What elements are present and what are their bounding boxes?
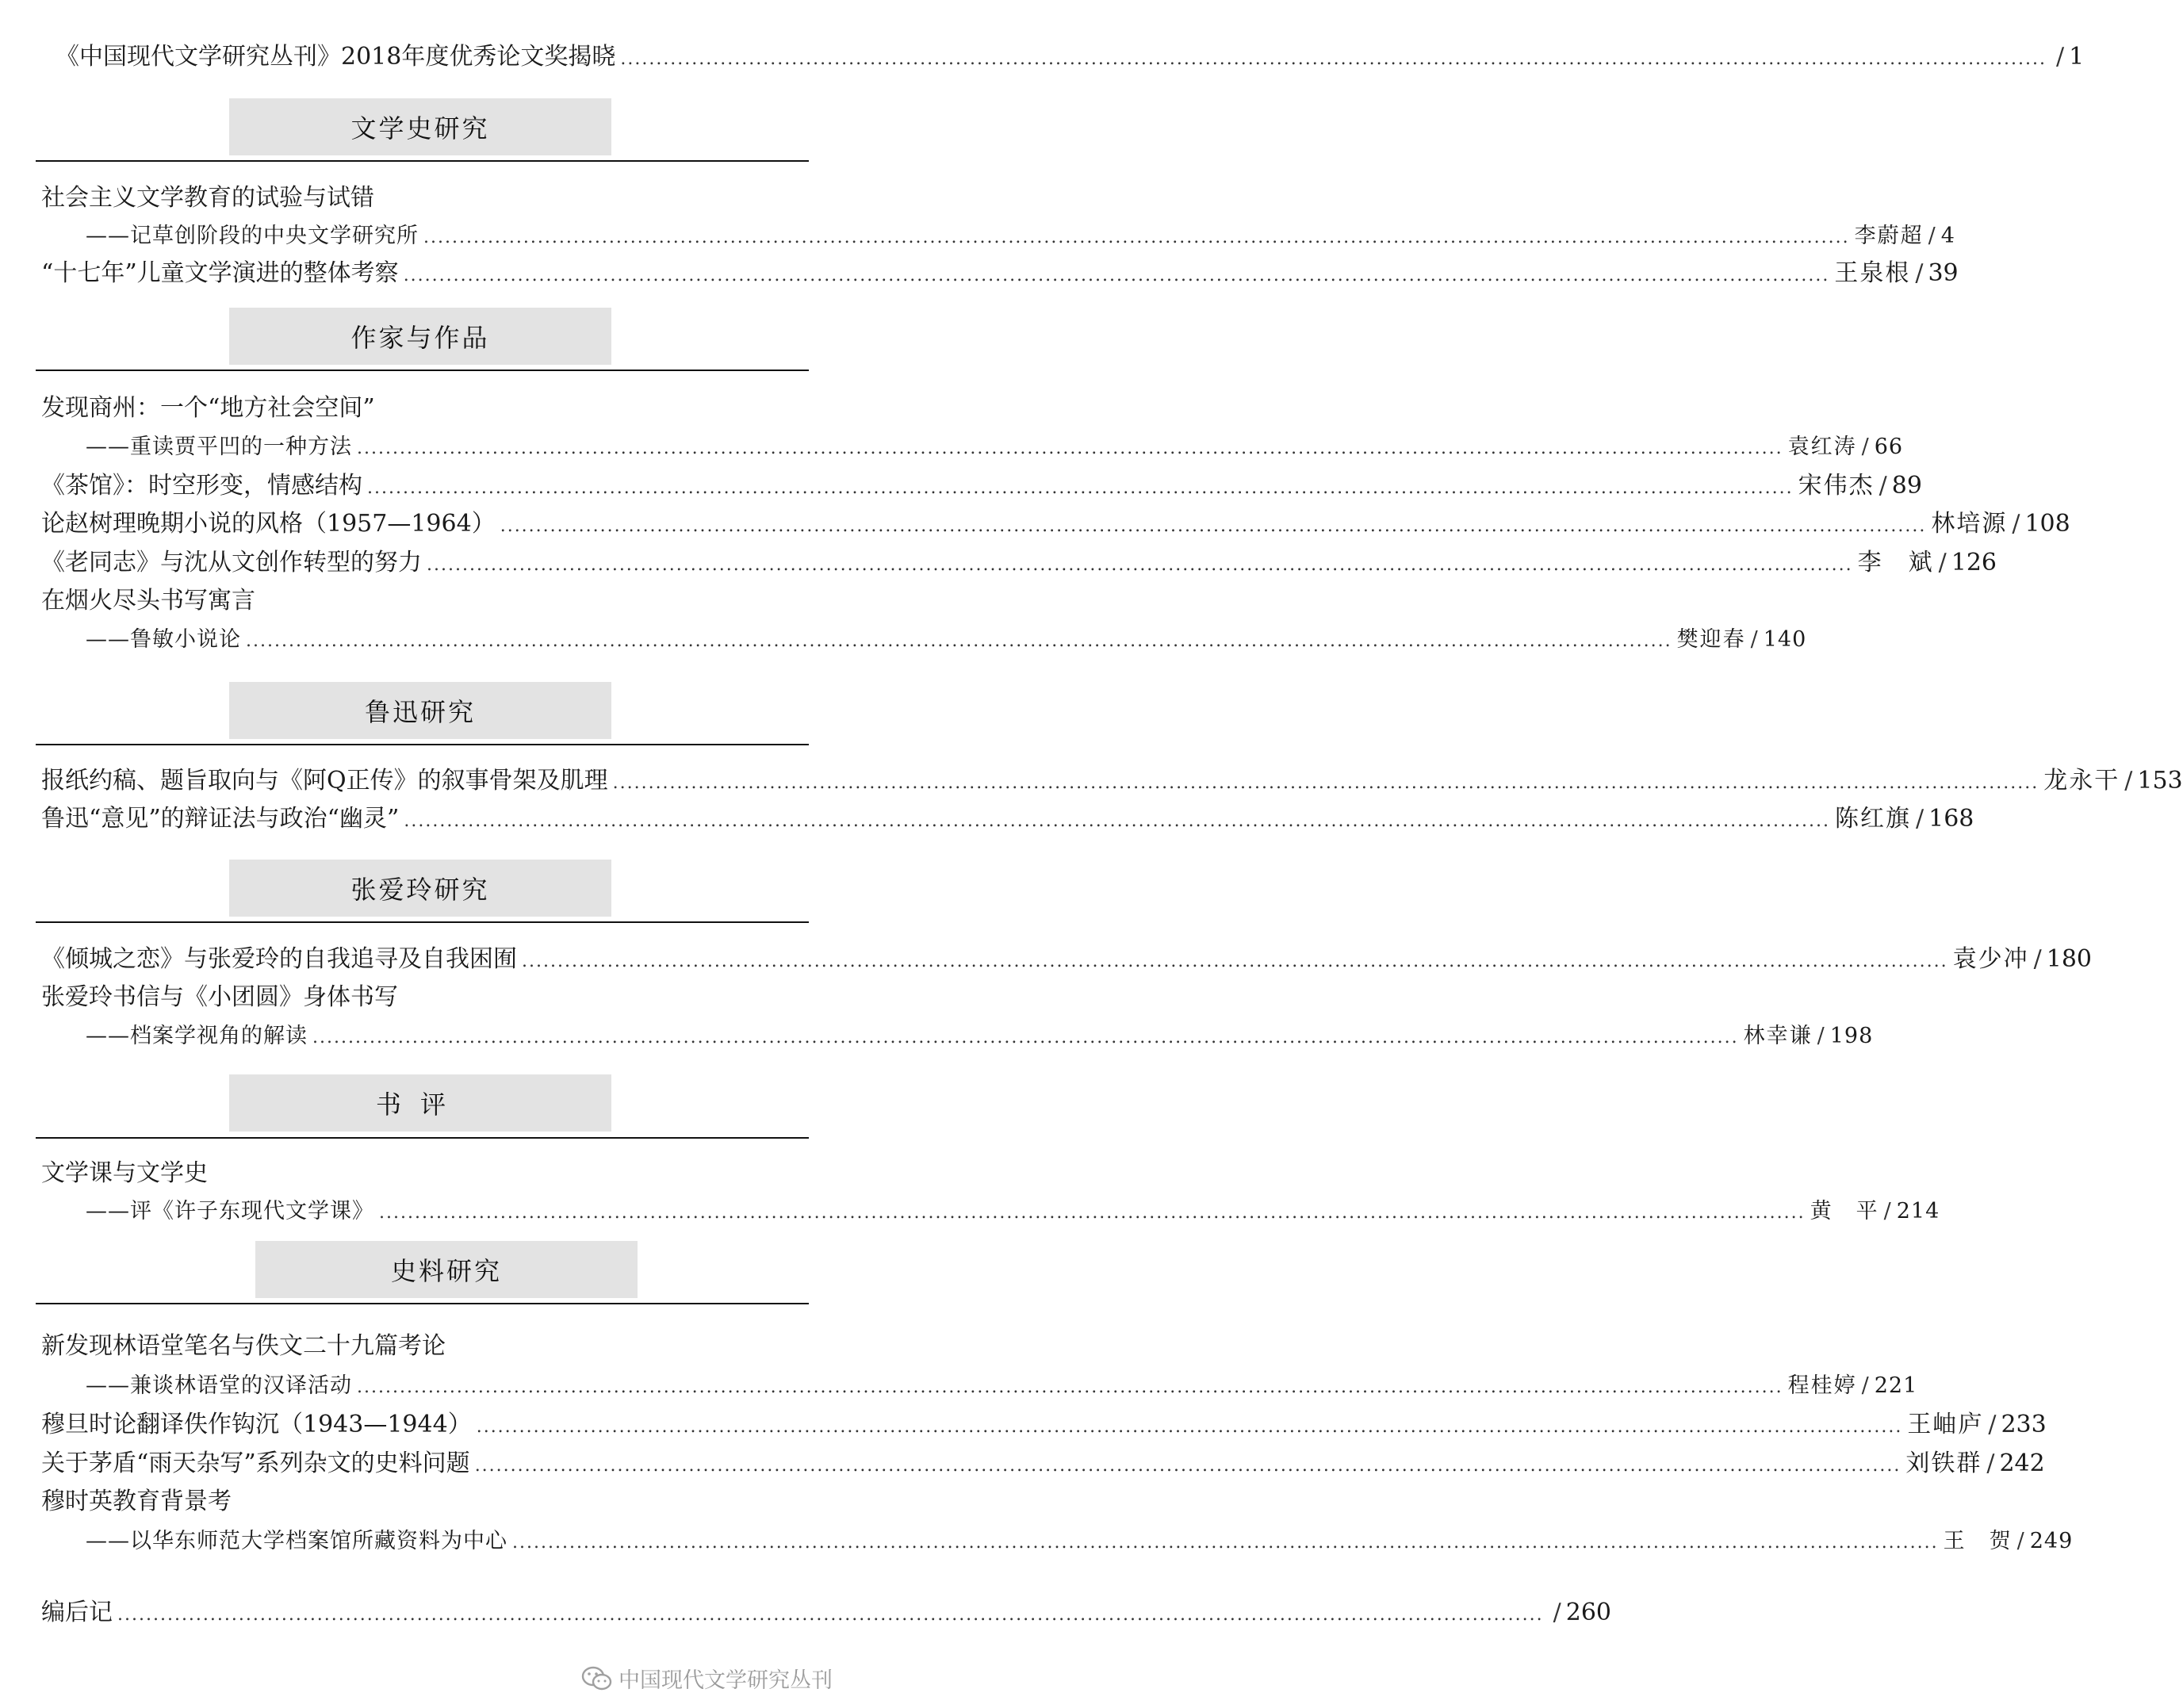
entry-page-number: 168 — [1928, 805, 1974, 833]
entry-page-number: 260 — [1565, 1599, 1612, 1626]
page-separator: / — [1938, 549, 1947, 576]
wechat-icon — [582, 1666, 612, 1691]
section-rule — [36, 1303, 809, 1304]
entry-page-number: 153 — [2137, 767, 2183, 795]
section-rule — [36, 160, 809, 162]
entry-author: 林幸谦 — [1743, 1024, 1813, 1048]
entry-page-number: 108 — [2024, 510, 2070, 538]
page-separator: / — [1986, 1450, 1995, 1477]
entry-page-number: 198 — [1829, 1024, 1874, 1048]
entry-page-number: 89 — [1891, 472, 1922, 500]
dot-leader: ........................................................................................................................................................................................................ — [404, 811, 1830, 831]
page-separator: / — [1879, 472, 1887, 500]
entry-author: 陈红旗 — [1835, 805, 1911, 833]
entry-title: 发现商州：一个“地方社会空间” — [41, 394, 375, 422]
toc-entry[interactable] — [41, 1448, 2045, 1482]
toc-entry[interactable] — [41, 765, 2183, 799]
dot-leader: ........................................................................................................................................................................................................ — [612, 773, 2039, 793]
entry-page-number: 180 — [2046, 945, 2093, 973]
entry-author: 刘铁群 — [1905, 1450, 1982, 1477]
section-heading: 书评 — [229, 1074, 611, 1132]
section-rule — [36, 921, 809, 923]
toc-entry[interactable] — [41, 1331, 833, 1362]
toc-entry[interactable] — [41, 1597, 1612, 1631]
toc-entry[interactable] — [86, 1196, 1940, 1229]
dot-leader: ........................................................................................................................................................................................................ — [512, 1533, 1939, 1553]
entry-title: 张爱玲书信与《小团圆》身体书写 — [41, 983, 398, 1011]
entry-author: 李 斌 — [1857, 549, 1934, 576]
section-heading: 作家与作品 — [229, 308, 611, 365]
toc-entry[interactable] — [41, 803, 1974, 837]
entry-title: 鲁迅“意见”的辩证法与政治“幽灵” — [41, 805, 400, 833]
entry-page-number: 126 — [1951, 549, 1997, 576]
section-heading: 史料研究 — [255, 1241, 638, 1298]
toc-entry[interactable] — [41, 982, 833, 1013]
toc-entry[interactable] — [41, 182, 833, 214]
entry-title: 编后记 — [41, 1599, 113, 1626]
toc-entry[interactable] — [86, 1021, 1874, 1054]
toc-entry[interactable] — [41, 1409, 2047, 1443]
page-separator: / — [1553, 1599, 1561, 1626]
entry-page-number: 1 — [2069, 43, 2085, 71]
dot-leader: ........................................................................................................................................................................................................ — [522, 952, 1948, 971]
section-rule — [36, 370, 809, 371]
section-rule — [36, 1137, 809, 1139]
entry-author: 王泉根 — [1834, 259, 1911, 287]
entry-title: 《茶馆》：时空形变，情感结构 — [41, 472, 362, 500]
dot-leader: ........................................................................................................................................................................................................ — [476, 1417, 1903, 1437]
toc-entry[interactable] — [41, 547, 1997, 581]
entry-title: 报纸约稿、题旨取向与《阿Q正传》的叙事骨架及肌理 — [41, 767, 608, 795]
entry-author: 王岫庐 — [1907, 1411, 1984, 1438]
entry-title: 穆旦时论翻译佚作钩沉（1943—1944） — [41, 1411, 472, 1438]
entry-page-number: 4 — [1940, 224, 1955, 248]
dot-leader: ........................................................................................................................................................................................................ — [500, 516, 1927, 536]
dot-leader: ........................................................................................................................................................................................................ — [246, 631, 1672, 651]
dot-leader: ........................................................................................................................................................................................................ — [117, 1605, 1544, 1625]
entry-title: ——重读贾平凹的一种方法 — [86, 435, 352, 459]
entry-author: 林培源 — [1931, 510, 2008, 538]
entry-author: 程桂婷 — [1787, 1373, 1857, 1398]
entry-page-number: 249 — [2029, 1529, 2074, 1553]
entry-title: 新发现林语堂笔名与佚文二十九篇考论 — [41, 1332, 446, 1360]
entry-author: 袁红涛 — [1787, 435, 1857, 459]
page-separator: / — [2016, 1529, 2025, 1553]
watermark — [582, 1663, 833, 1694]
entry-author: 李蔚超 — [1854, 224, 1924, 248]
entry-title: ——以华东师范大学档案馆所藏资料为中心 — [86, 1529, 507, 1553]
section-rule — [36, 744, 809, 745]
entry-author: 袁少冲 — [1952, 945, 2029, 973]
page-separator: / — [2124, 767, 2133, 795]
page-separator: / — [1861, 1373, 1870, 1398]
entry-title: “十七年”儿童文学演进的整体考察 — [41, 259, 399, 287]
toc-entry[interactable] — [41, 508, 2070, 542]
toc-entry[interactable] — [86, 1526, 2074, 1559]
dot-leader: ........................................................................................................................................................................................................ — [620, 49, 2047, 69]
entry-title: ——档案学视角的解读 — [86, 1024, 308, 1048]
page-separator: / — [2056, 43, 2065, 71]
dot-leader: ........................................................................................................................................................................................................ — [427, 555, 1853, 575]
entry-page-number: 242 — [1999, 1450, 2045, 1477]
page-separator: / — [1988, 1411, 1997, 1438]
entry-title: 在烟火尽头书写寓言 — [41, 587, 255, 615]
toc-entry[interactable] — [41, 1158, 833, 1189]
page-separator: / — [1817, 1024, 1825, 1048]
entry-title: 社会主义文学教育的试验与试错 — [41, 184, 374, 212]
toc-entry[interactable] — [86, 431, 1904, 465]
entry-title: 穆时英教育背景考 — [41, 1488, 232, 1515]
entry-author: 黄 平 — [1810, 1199, 1879, 1224]
toc-entry[interactable] — [86, 1370, 1918, 1404]
entry-title: 论赵树理晚期小说的风格（1957—1964） — [41, 510, 496, 538]
entry-page-number: 66 — [1874, 435, 1904, 459]
toc-entry[interactable] — [41, 393, 833, 424]
page-separator: / — [1916, 805, 1924, 833]
entry-title: 《老同志》与沈从文创作转型的努力 — [41, 549, 422, 576]
dot-leader: ........................................................................................................................................................................................................ — [403, 266, 1830, 285]
toc-entry[interactable] — [56, 41, 2085, 75]
toc-entry[interactable] — [86, 220, 1955, 254]
toc-entry[interactable] — [41, 585, 833, 617]
entry-page-number: 233 — [2001, 1411, 2047, 1438]
section-heading: 文学史研究 — [229, 98, 611, 155]
entry-page-number: 214 — [1896, 1199, 1940, 1224]
entry-title: 关于茅盾“雨天杂写”系列杂文的史料问题 — [41, 1450, 470, 1477]
toc-entry[interactable] — [41, 944, 2093, 978]
entry-page-number: 140 — [1763, 627, 1807, 652]
entry-author: 王 贺 — [1943, 1529, 2013, 1553]
toc-entry[interactable] — [41, 1486, 833, 1518]
entry-author: 龙永干 — [2043, 767, 2120, 795]
entry-title: ——记草创阶段的中央文学研究所 — [86, 224, 419, 248]
page-separator: / — [2033, 945, 2042, 973]
dot-leader: ........................................................................................................................................................................................................ — [357, 1377, 1783, 1397]
dot-leader: ........................................................................................................................................................................................................ — [474, 1456, 1902, 1476]
entry-title: 文学课与文学史 — [41, 1159, 208, 1187]
entry-title: ——兼谈林语堂的汉译活动 — [86, 1373, 352, 1398]
section-heading: 张爱玲研究 — [229, 860, 611, 917]
entry-author: 樊迎春 — [1676, 627, 1746, 652]
entry-title: ——评《许子东现代文学课》 — [86, 1199, 374, 1224]
entry-title: 《倾城之恋》与张爱玲的自我追寻及自我困囿 — [41, 945, 517, 973]
watermark-text: 中国现代文学研究丛刊 — [619, 1668, 833, 1693]
page-separator: / — [2012, 510, 2020, 538]
page-separator: / — [1861, 435, 1870, 459]
page-separator: / — [1928, 224, 1936, 248]
toc-entry[interactable] — [41, 258, 1959, 292]
dot-leader: ........................................................................................................................................................................................................ — [357, 438, 1783, 458]
entry-author: 宋伟杰 — [1798, 472, 1875, 500]
entry-page-number: 39 — [1928, 259, 1959, 287]
entry-title: 《中国现代文学研究丛刊》2018年度优秀论文奖揭晓 — [56, 43, 616, 71]
dot-leader: ........................................................................................................................................................................................................ — [312, 1028, 1739, 1047]
entry-page-number: 221 — [1874, 1373, 1918, 1398]
dot-leader: ........................................................................................................................................................................................................ — [367, 478, 1794, 498]
page-separator: / — [1915, 259, 1924, 287]
page-separator: / — [1750, 627, 1759, 652]
dot-leader: ........................................................................................................................................................................................................ — [423, 228, 1850, 247]
dot-leader: ........................................................................................................................................................................................................ — [379, 1203, 1806, 1223]
toc-entry[interactable] — [86, 624, 1807, 657]
section-heading: 鲁迅研究 — [229, 682, 611, 739]
toc-entry[interactable] — [41, 470, 1922, 504]
page-separator: / — [1883, 1199, 1892, 1224]
entry-title: ——鲁敏小说论 — [86, 627, 241, 652]
